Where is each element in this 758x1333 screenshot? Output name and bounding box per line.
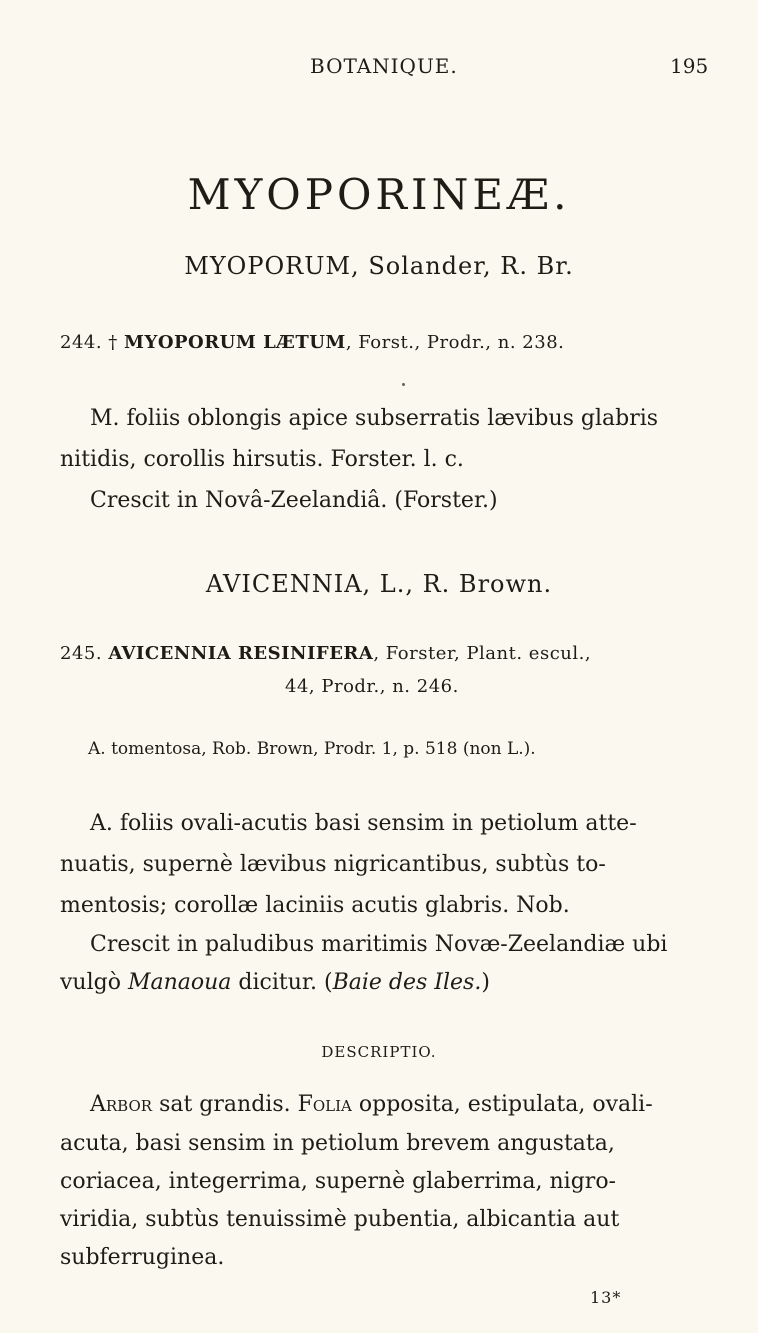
line-text: vulgò bbox=[60, 970, 128, 995]
description-line: acuta, basi sensim in petiolum brevem angustata, bbox=[60, 1131, 615, 1156]
description-line: subferruginea. bbox=[60, 1245, 225, 1270]
species-entry-244 bbox=[60, 332, 564, 353]
species-name: MYOPORUM LÆTUM bbox=[124, 332, 346, 353]
signature-mark: 13* bbox=[590, 1288, 622, 1307]
genus-heading-avicennia: AVICENNIA, L., R. Brown. bbox=[205, 570, 553, 598]
description-line bbox=[90, 1094, 653, 1116]
species-number: 245. bbox=[60, 643, 103, 664]
running-title: BOTANIQUE. bbox=[310, 54, 458, 78]
synonym-line: A. tomentosa, Rob. Brown, Prodr. 1, p. 518 (non L.). bbox=[88, 739, 536, 759]
term-folia: Folia bbox=[297, 1092, 352, 1117]
species-name: AVICENNIA RESINIFERA bbox=[108, 643, 374, 664]
species-citation: , Forst., Prodr., n. 238. bbox=[345, 332, 565, 353]
description-line: nitidis, corollis hirsutis. Forster. l. c. bbox=[60, 447, 464, 472]
description-line bbox=[60, 972, 490, 994]
species-entry-245 bbox=[60, 643, 591, 664]
species-citation-continued: 44, Prodr., n. 246. bbox=[285, 676, 459, 697]
description-line: coriacea, integerrima, supernè glaberrima, nigro- bbox=[60, 1169, 616, 1194]
line-text: sat grandis. bbox=[152, 1092, 298, 1117]
locality: Baie des Iles. bbox=[332, 970, 482, 995]
line-text: dicitur. ( bbox=[231, 970, 333, 995]
description-line: nuatis, supernè lævibus nigricantibus, subtùs to- bbox=[60, 852, 606, 877]
family-title: MYOPORINEÆ. bbox=[187, 170, 571, 219]
species-citation: , Forster, Plant. escul., bbox=[373, 643, 592, 664]
description-line: mentosis; corollæ laciniis acutis glabris. Nob. bbox=[60, 893, 570, 918]
description-line: Crescit in Novâ-Zeelandiâ. (Forster.) bbox=[90, 488, 498, 513]
description-line: M. foliis oblongis apice subserratis lævibus glabris bbox=[90, 406, 659, 431]
term-arbor: Arbor bbox=[90, 1092, 153, 1117]
print-speck bbox=[402, 383, 405, 386]
genus-heading-myoporum: MYOPORUM, Solander, R. Br. bbox=[184, 252, 574, 280]
vernacular-name: Manaoua bbox=[127, 970, 232, 995]
description-line: Crescit in paludibus maritimis Novæ-Zeelandiæ ubi bbox=[90, 932, 668, 957]
line-text: ) bbox=[481, 970, 490, 995]
page-number: 195 bbox=[670, 54, 709, 78]
species-number: 244. † bbox=[60, 332, 118, 353]
running-head bbox=[0, 54, 758, 82]
description-line: viridia, subtùs tenuissimè pubentia, albicantia aut bbox=[60, 1207, 620, 1232]
section-heading-descriptio: DESCRIPTIO. bbox=[321, 1043, 437, 1061]
description-line: A. foliis ovali-acutis basi sensim in petiolum atte- bbox=[90, 811, 637, 836]
line-text: opposita, estipulata, ovali- bbox=[351, 1092, 653, 1117]
